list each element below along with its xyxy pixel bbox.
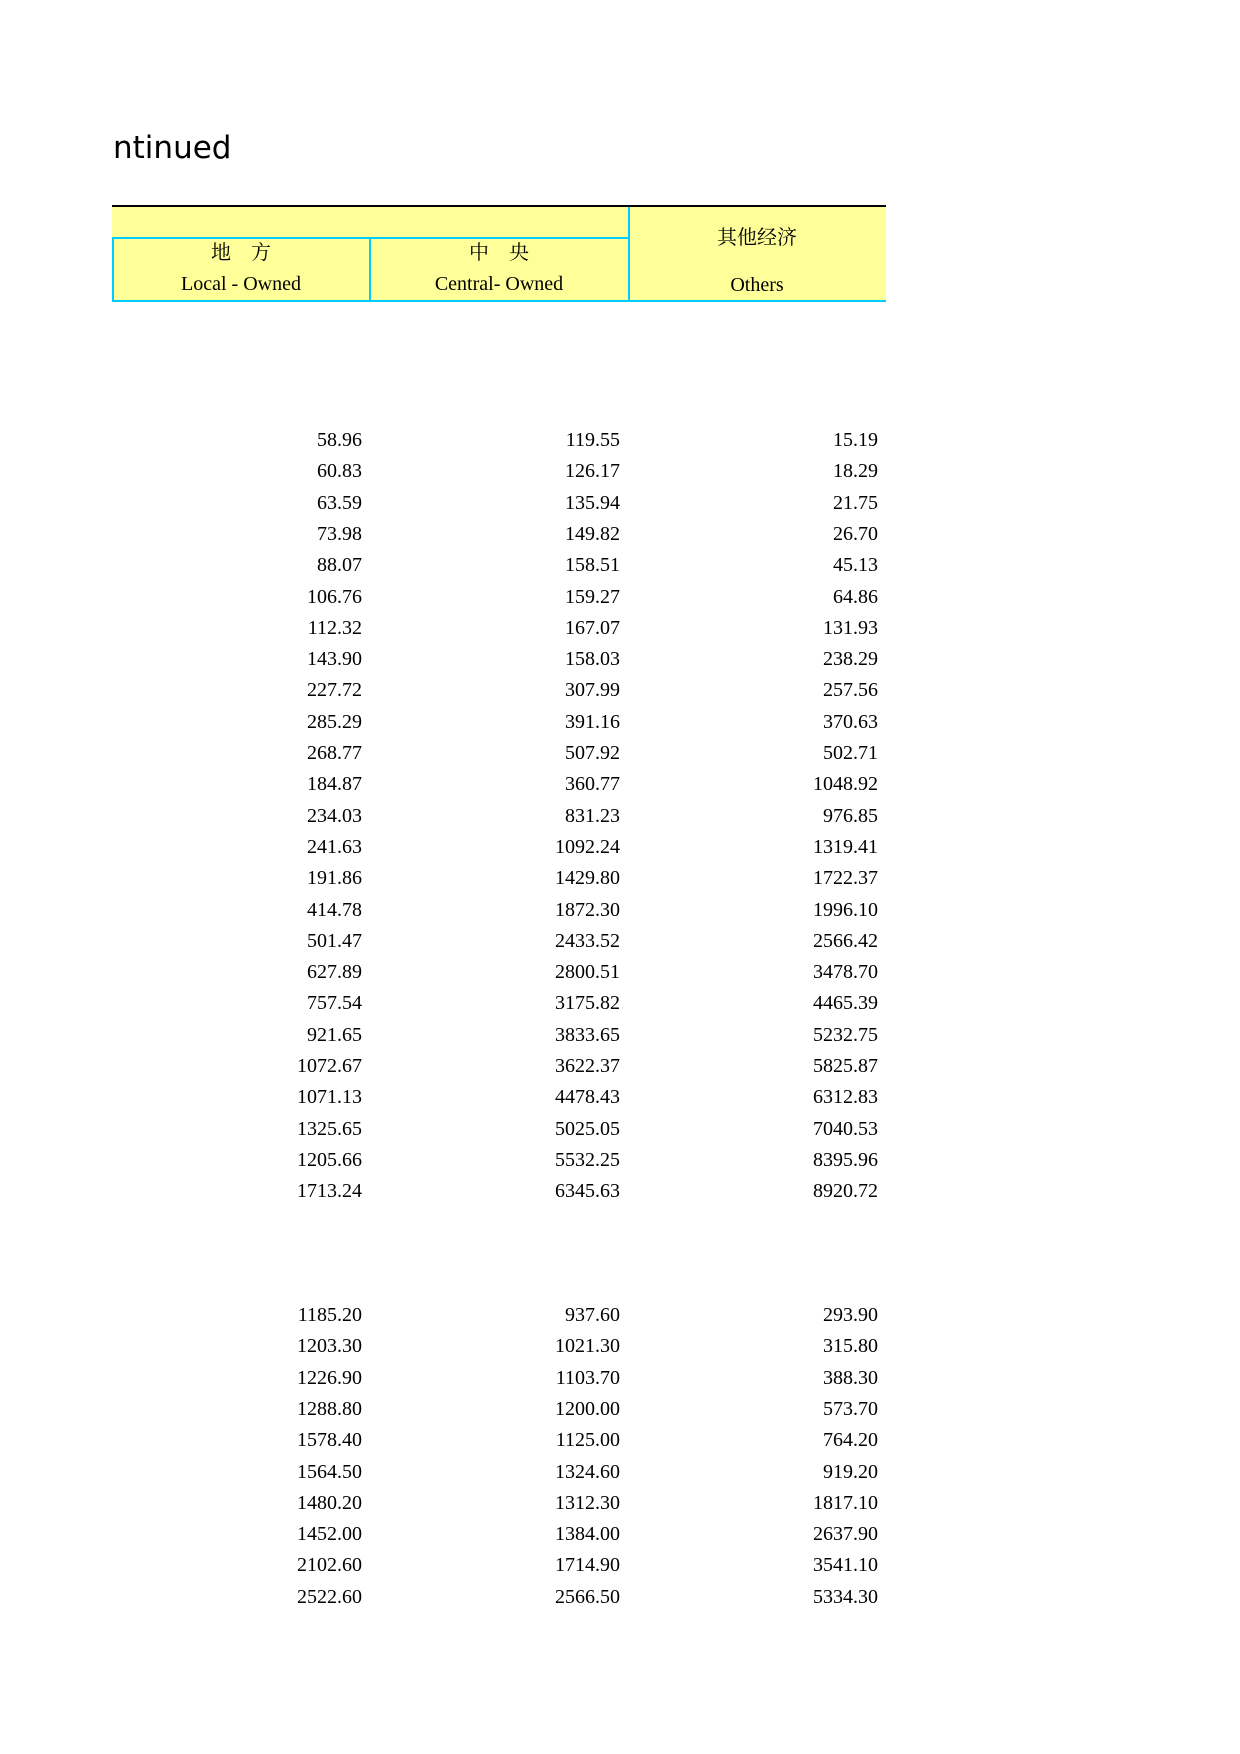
cell-central-owned: 2566.50 (555, 1585, 620, 1608)
cell-local-owned: 2522.60 (297, 1585, 362, 1608)
cell-central-owned: 135.94 (565, 491, 620, 514)
cell-others: 1996.10 (813, 898, 878, 921)
cell-local-owned: 1325.65 (297, 1117, 362, 1140)
column-header-local-cn: 地 方 (211, 242, 271, 264)
cell-others: 573.70 (823, 1397, 878, 1420)
table-row (112, 675, 886, 706)
cell-central-owned: 1429.80 (555, 867, 620, 890)
cell-central-owned: 3833.65 (555, 1023, 620, 1046)
table-row (112, 550, 886, 581)
cell-local-owned: 1564.50 (297, 1460, 362, 1483)
cell-local-owned: 285.29 (307, 710, 362, 733)
cell-local-owned: 921.65 (307, 1023, 362, 1046)
table-row (112, 1425, 886, 1456)
cell-others: 2566.42 (813, 929, 878, 952)
table-row (112, 1176, 886, 1207)
cell-local-owned: 73.98 (317, 522, 362, 545)
table-row (112, 801, 886, 832)
table-row (112, 769, 886, 800)
cell-local-owned: 1072.67 (297, 1055, 362, 1077)
table-row (112, 957, 886, 988)
cell-local-owned: 63.59 (317, 491, 362, 514)
column-header-central-en: Central- Owned (434, 273, 564, 295)
header-divider (370, 237, 628, 239)
cell-local-owned: 143.90 (307, 648, 362, 671)
table-row (112, 1488, 886, 1519)
table-header (112, 205, 886, 302)
cell-central-owned: 1021.30 (555, 1335, 620, 1358)
cell-local-owned: 501.47 (307, 929, 362, 952)
column-header-local-en: Local - Owned (181, 273, 301, 295)
page-title: ntinued (113, 130, 232, 166)
cell-central-owned: 1384.00 (555, 1523, 620, 1546)
cell-central-owned: 5025.05 (555, 1117, 620, 1140)
cell-central-owned: 937.60 (565, 1304, 620, 1326)
table-row (112, 456, 886, 487)
cell-others: 131.93 (823, 616, 878, 639)
cell-central-owned: 1092.24 (555, 835, 620, 858)
table-row (112, 1331, 886, 1362)
header-divider (112, 300, 886, 302)
cell-central-owned: 167.07 (565, 616, 620, 639)
cell-central-owned: 6345.63 (555, 1180, 620, 1203)
cell-others: 1048.92 (813, 773, 878, 796)
cell-local-owned: 112.32 (307, 616, 362, 639)
cell-central-owned: 507.92 (565, 742, 620, 764)
table-row (112, 1082, 886, 1113)
column-header-others (628, 226, 886, 297)
cell-central-owned: 1324.60 (555, 1460, 620, 1483)
table-row (112, 895, 886, 926)
cell-local-owned: 1203.30 (297, 1335, 362, 1358)
cell-central-owned: 1200.00 (555, 1397, 620, 1420)
table-row (112, 926, 886, 957)
cell-central-owned: 1872.30 (555, 898, 620, 921)
column-header-local (112, 241, 370, 296)
column-header-central (370, 241, 628, 296)
cell-local-owned: 757.54 (307, 992, 362, 1015)
cell-others: 257.56 (823, 679, 878, 702)
cell-others: 976.85 (823, 804, 878, 827)
cell-local-owned: 60.83 (317, 460, 362, 483)
table-row (112, 1363, 886, 1394)
cell-others: 2637.90 (813, 1523, 878, 1546)
cell-central-owned: 2800.51 (555, 961, 620, 984)
table-row (112, 425, 886, 456)
cell-central-owned: 307.99 (565, 679, 620, 702)
cell-local-owned: 1185.20 (297, 1304, 362, 1326)
table-row (112, 1300, 886, 1331)
table-row (112, 1114, 886, 1145)
cell-local-owned: 1205.66 (297, 1148, 362, 1171)
cell-others: 1722.37 (813, 867, 878, 890)
cell-others: 5232.75 (813, 1023, 878, 1046)
cell-others: 5825.87 (813, 1055, 878, 1077)
table-row (112, 1145, 886, 1176)
header-divider (112, 237, 370, 239)
cell-local-owned: 1480.20 (297, 1491, 362, 1514)
cell-others: 8920.72 (813, 1180, 878, 1203)
cell-others: 315.80 (823, 1335, 878, 1358)
cell-others: 3541.10 (813, 1554, 878, 1577)
table-row (112, 644, 886, 675)
table-row (112, 707, 886, 738)
cell-central-owned: 1103.70 (555, 1366, 620, 1389)
cell-central-owned: 3175.82 (555, 992, 620, 1015)
cell-local-owned: 1226.90 (297, 1366, 362, 1389)
cell-others: 18.29 (833, 460, 878, 483)
cell-central-owned: 360.77 (565, 773, 620, 796)
cell-central-owned: 831.23 (565, 804, 620, 827)
cell-local-owned: 1288.80 (297, 1397, 362, 1420)
cell-others: 15.19 (833, 429, 878, 451)
cell-local-owned: 88.07 (317, 554, 362, 577)
cell-central-owned: 158.03 (565, 648, 620, 671)
cell-central-owned: 149.82 (565, 522, 620, 545)
cell-central-owned: 1125.00 (555, 1429, 620, 1452)
table-row (112, 519, 886, 550)
cell-local-owned: 414.78 (307, 898, 362, 921)
table-row (112, 1582, 886, 1613)
column-header-central-cn: 中 央 (469, 242, 529, 264)
cell-central-owned: 4478.43 (555, 1086, 620, 1109)
cell-central-owned: 1312.30 (555, 1491, 620, 1514)
table-row (112, 1020, 886, 1051)
table-row (112, 863, 886, 894)
table-row (112, 582, 886, 613)
cell-central-owned: 2433.52 (555, 929, 620, 952)
cell-local-owned: 1071.13 (297, 1086, 362, 1109)
cell-local-owned: 58.96 (317, 429, 362, 451)
table-row (112, 832, 886, 863)
cell-others: 238.29 (823, 648, 878, 671)
cell-local-owned: 1578.40 (297, 1429, 362, 1452)
cell-others: 8395.96 (813, 1148, 878, 1171)
cell-central-owned: 3622.37 (555, 1055, 620, 1077)
cell-local-owned: 2102.60 (297, 1554, 362, 1577)
cell-others: 7040.53 (813, 1117, 878, 1140)
cell-local-owned: 184.87 (307, 773, 362, 796)
table-row (112, 1051, 886, 1082)
cell-central-owned: 126.17 (565, 460, 620, 483)
cell-others: 293.90 (823, 1304, 878, 1326)
cell-central-owned: 119.55 (565, 429, 620, 451)
cell-others: 764.20 (823, 1429, 878, 1452)
cell-central-owned: 158.51 (565, 554, 620, 577)
cell-others: 370.63 (823, 710, 878, 733)
cell-local-owned: 1713.24 (297, 1180, 362, 1203)
cell-central-owned: 1714.90 (555, 1554, 620, 1577)
cell-others: 4465.39 (813, 992, 878, 1015)
table-row (112, 738, 886, 769)
table-row (112, 1457, 886, 1488)
cell-local-owned: 627.89 (307, 961, 362, 984)
table-row (112, 1519, 886, 1550)
cell-local-owned: 268.77 (307, 742, 362, 764)
cell-others: 45.13 (833, 554, 878, 577)
cell-others: 64.86 (833, 585, 878, 608)
table-row (112, 1394, 886, 1425)
cell-local-owned: 234.03 (307, 804, 362, 827)
cell-others: 919.20 (823, 1460, 878, 1483)
column-header-others-cn: 其他经济 (717, 227, 797, 249)
cell-local-owned: 227.72 (307, 679, 362, 702)
column-header-others-en: Others (730, 274, 784, 296)
cell-others: 5334.30 (813, 1585, 878, 1608)
table-row (112, 488, 886, 519)
table-row (112, 613, 886, 644)
cell-central-owned: 391.16 (565, 710, 620, 733)
cell-local-owned: 1452.00 (297, 1523, 362, 1546)
cell-others: 3478.70 (813, 961, 878, 984)
cell-others: 388.30 (823, 1366, 878, 1389)
cell-local-owned: 106.76 (307, 585, 362, 608)
cell-others: 6312.83 (813, 1086, 878, 1109)
cell-central-owned: 5532.25 (555, 1148, 620, 1171)
cell-local-owned: 241.63 (307, 835, 362, 858)
table-row (112, 988, 886, 1019)
cell-others: 1817.10 (813, 1491, 878, 1514)
cell-local-owned: 191.86 (307, 867, 362, 890)
cell-others: 26.70 (833, 522, 878, 545)
cell-others: 502.71 (823, 742, 878, 764)
cell-others: 21.75 (833, 491, 878, 514)
table-row (112, 1550, 886, 1581)
cell-central-owned: 159.27 (565, 585, 620, 608)
cell-others: 1319.41 (813, 835, 878, 858)
